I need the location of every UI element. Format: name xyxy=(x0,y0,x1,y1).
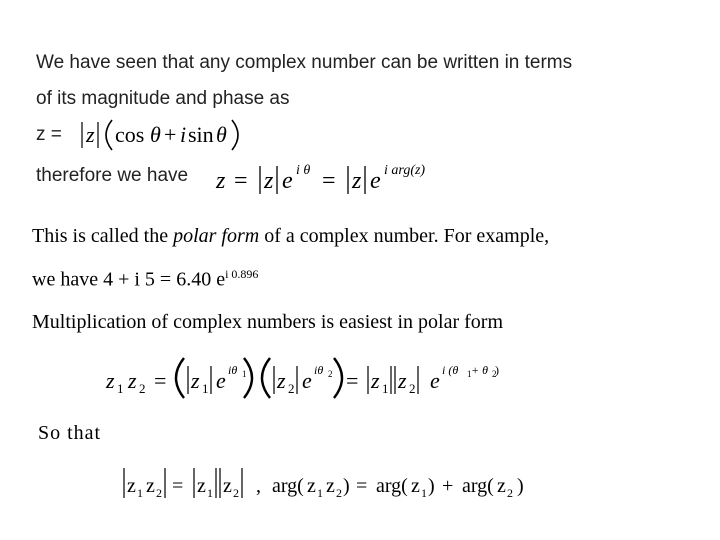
intro-line-2: of its magnitude and phase as xyxy=(36,88,290,109)
eq4-comma: , xyxy=(256,475,261,497)
magnitude-phase-equation xyxy=(78,116,258,156)
eq3-r-exp-sub1: 1 xyxy=(467,369,472,379)
eq1-sin: sin xyxy=(188,122,214,147)
p1-text-b: of a complex number. For example, xyxy=(259,225,550,247)
eq3-g2-e: e xyxy=(302,368,312,393)
z-equals-label: z = xyxy=(36,124,62,145)
eq3-g2-exp: iθ xyxy=(314,363,324,377)
eq2-exp2: i arg(z) xyxy=(384,163,426,178)
eq3-r-e: e xyxy=(430,368,440,393)
eq3-r-z1-sub: 1 xyxy=(382,381,389,396)
eq4-arg2: arg( xyxy=(376,475,408,497)
eq1-theta2: θ xyxy=(216,122,227,147)
multiplication-equation xyxy=(104,352,524,404)
eq2-e2: e xyxy=(370,168,381,194)
eq4-a-z2-sub: 2 xyxy=(336,486,342,500)
p1-text-a: This is called the xyxy=(32,225,174,247)
eq4-close2: ) xyxy=(428,475,435,497)
eq4-plus: + xyxy=(442,475,454,497)
eq3-r-exp-close: ) xyxy=(495,363,499,377)
intro-line-1: We have seen that any complex number can be written in terms xyxy=(36,52,573,73)
eq1-plus: + xyxy=(164,122,177,147)
eq3-g2-z: z xyxy=(277,368,286,393)
eq3-z2-sub: 2 xyxy=(139,381,146,396)
eq3-r-exp-plus: + θ xyxy=(471,363,488,377)
eq4-arg1: arg( xyxy=(272,475,304,497)
eq2-exp1: i θ xyxy=(296,163,311,178)
eq3-eq1: = xyxy=(154,368,167,393)
eq2-eq2: = xyxy=(322,168,336,194)
polar-form-paragraph xyxy=(32,225,549,248)
eq4-m-z2-sub: 2 xyxy=(233,486,239,500)
eq3-g1-exp-sub: 1 xyxy=(242,369,247,379)
eq3-r-exp: i (θ xyxy=(442,363,459,377)
polar-equation xyxy=(214,158,454,198)
eq3-z1-sub: 1 xyxy=(117,381,124,396)
eq4-a-z1: z xyxy=(307,475,316,497)
eq4-eq2: = xyxy=(356,475,368,497)
p2-text: we have 4 + i 5 = 6.40 e xyxy=(32,268,226,291)
eq3-g2-exp-sub: 2 xyxy=(328,369,333,379)
eq2-eq1: = xyxy=(234,168,248,194)
eq4-m-z2: z xyxy=(223,475,232,497)
eq4-z2: z xyxy=(146,475,155,497)
eq4-eq1: = xyxy=(172,475,184,497)
result-equation xyxy=(120,462,540,506)
eq3-g1-sub: 1 xyxy=(202,381,209,396)
eq1-i: i xyxy=(180,122,187,147)
eq1-z: z xyxy=(86,122,95,147)
eq4-m-z1-sub: 1 xyxy=(207,486,213,500)
eq4-z1-sub: 1 xyxy=(137,486,143,500)
eq4-z2-sub: 2 xyxy=(156,486,162,500)
eq4-c-z2-sub: 2 xyxy=(507,486,513,500)
eq4-a-z2: z xyxy=(326,475,335,497)
eq3-g1-z: z xyxy=(191,368,200,393)
eq3-r-z1: z xyxy=(371,368,380,393)
eq2-z: z xyxy=(216,168,226,194)
so-that-label: So that xyxy=(38,422,102,444)
eq4-b-z1-sub: 1 xyxy=(421,486,427,500)
eq4-b-z1: z xyxy=(411,475,420,497)
eq2-z-mag1: z xyxy=(264,168,274,194)
eq4-c-z2: z xyxy=(497,475,506,497)
multiplication-paragraph: Multiplication of complex numbers is easiest in polar form xyxy=(32,311,504,333)
example-paragraph xyxy=(32,267,258,292)
eq2-e1: e xyxy=(282,168,293,194)
eq3-g2-sub: 2 xyxy=(288,381,295,396)
eq3-g1-exp: iθ xyxy=(228,363,238,377)
eq3-r-z2: z xyxy=(398,368,407,393)
eq3-z2: z xyxy=(128,368,137,393)
eq3-eq2: = xyxy=(346,368,359,393)
eq4-m-z1: z xyxy=(197,475,206,497)
therefore-label: therefore we have xyxy=(36,165,189,186)
eq3-z1: z xyxy=(106,368,115,393)
eq3-r-exp-sub2: 2 xyxy=(492,369,497,379)
eq3-g1-e: e xyxy=(216,368,226,393)
eq2-z-mag2: z xyxy=(352,168,362,194)
p1-emphasis: polar form xyxy=(173,225,260,247)
eq1-theta1: θ xyxy=(150,122,161,147)
eq3-r-z2-sub: 2 xyxy=(409,381,416,396)
eq4-close3: ) xyxy=(517,475,524,497)
p2-exponent: i 0.896 xyxy=(225,267,259,281)
eq4-a-z1-sub: 1 xyxy=(317,486,323,500)
eq4-z1: z xyxy=(127,475,136,497)
eq4-arg3: arg( xyxy=(462,475,494,497)
eq1-cos: cos xyxy=(115,122,145,147)
eq4-close1: ) xyxy=(343,475,350,497)
